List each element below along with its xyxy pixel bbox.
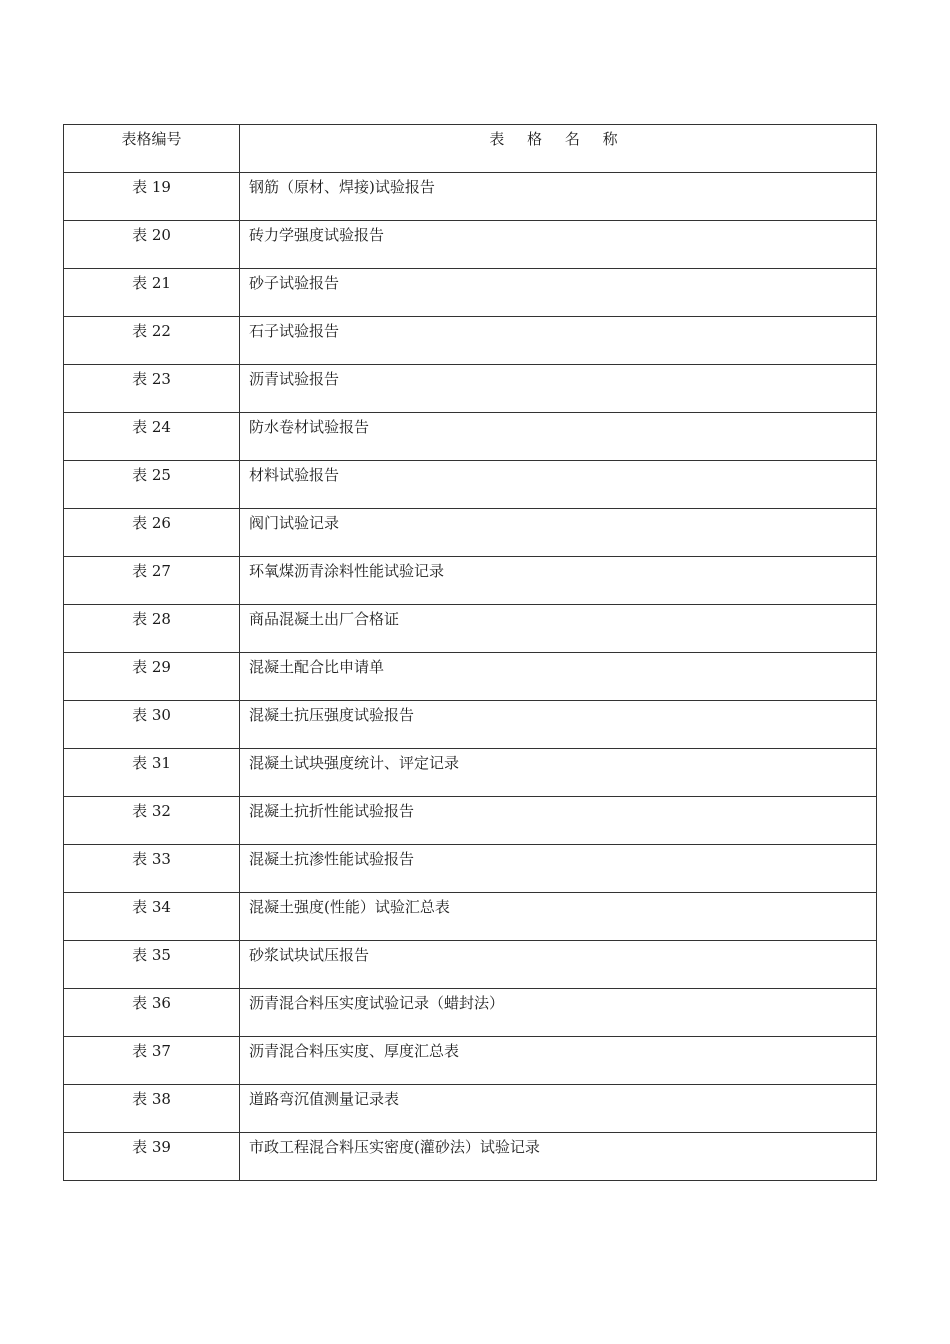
- form-code-cell: 表 28: [64, 605, 240, 653]
- form-code-cell: 表 35: [64, 941, 240, 989]
- table-row: [64, 509, 877, 557]
- form-code-cell: 表 19: [64, 173, 240, 221]
- form-code-cell: 表 22: [64, 317, 240, 365]
- table-row: [64, 221, 877, 269]
- header-form-code: 表格编号: [64, 125, 240, 173]
- table-row: [64, 365, 877, 413]
- form-code-cell: 表 27: [64, 557, 240, 605]
- form-name-cell: 市政工程混合料压实密度(灌砂法）试验记录: [240, 1133, 877, 1181]
- table-row: [64, 1085, 877, 1133]
- form-index-table: [63, 124, 877, 1181]
- form-name-cell: 混凝土强度(性能）试验汇总表: [240, 893, 877, 941]
- table-row: [64, 173, 877, 221]
- form-code-cell: 表 30: [64, 701, 240, 749]
- table-row: [64, 1037, 877, 1085]
- table-body: [64, 173, 877, 1181]
- form-code-cell: 表 26: [64, 509, 240, 557]
- form-code-cell: 表 38: [64, 1085, 240, 1133]
- table-row: [64, 941, 877, 989]
- table-row: [64, 893, 877, 941]
- table-row: [64, 653, 877, 701]
- table-row: [64, 413, 877, 461]
- form-name-cell: 砂浆试块试压报告: [240, 941, 877, 989]
- form-code-cell: 表 29: [64, 653, 240, 701]
- form-code-cell: 表 39: [64, 1133, 240, 1181]
- form-name-cell: 沥青混合料压实度试验记录（蜡封法）: [240, 989, 877, 1037]
- form-name-cell: 沥青试验报告: [240, 365, 877, 413]
- table-row: [64, 845, 877, 893]
- form-name-cell: 钢筋（原材、焊接)试验报告: [240, 173, 877, 221]
- table-row: [64, 605, 877, 653]
- form-code-cell: 表 33: [64, 845, 240, 893]
- table-row: [64, 557, 877, 605]
- form-name-cell: 沥青混合料压实度、厚度汇总表: [240, 1037, 877, 1085]
- table-row: [64, 269, 877, 317]
- form-code-cell: 表 31: [64, 749, 240, 797]
- form-code-cell: 表 21: [64, 269, 240, 317]
- table-row: [64, 1133, 877, 1181]
- form-name-cell: 混凝土抗折性能试验报告: [240, 797, 877, 845]
- form-code-cell: 表 25: [64, 461, 240, 509]
- table-row: [64, 461, 877, 509]
- form-name-cell: 道路弯沉值测量记录表: [240, 1085, 877, 1133]
- form-name-cell: 商品混凝土出厂合格证: [240, 605, 877, 653]
- form-name-cell: 混凝土试块强度统计、评定记录: [240, 749, 877, 797]
- table-row: [64, 317, 877, 365]
- form-code-cell: 表 37: [64, 1037, 240, 1085]
- form-name-cell: 环氧煤沥青涂料性能试验记录: [240, 557, 877, 605]
- form-name-cell: 阀门试验记录: [240, 509, 877, 557]
- form-code-cell: 表 36: [64, 989, 240, 1037]
- form-code-cell: 表 32: [64, 797, 240, 845]
- table-header-row: [64, 125, 877, 173]
- form-code-cell: 表 24: [64, 413, 240, 461]
- form-name-cell: 防水卷材试验报告: [240, 413, 877, 461]
- form-name-cell: 砖力学强度试验报告: [240, 221, 877, 269]
- form-code-cell: 表 20: [64, 221, 240, 269]
- form-name-cell: 混凝土抗压强度试验报告: [240, 701, 877, 749]
- form-name-cell: 混凝土抗渗性能试验报告: [240, 845, 877, 893]
- table-row: [64, 749, 877, 797]
- table-row: [64, 701, 877, 749]
- form-code-cell: 表 34: [64, 893, 240, 941]
- form-name-cell: 砂子试验报告: [240, 269, 877, 317]
- form-name-cell: 混凝土配合比申请单: [240, 653, 877, 701]
- table-row: [64, 797, 877, 845]
- table-row: [64, 989, 877, 1037]
- form-name-cell: 材料试验报告: [240, 461, 877, 509]
- form-code-cell: 表 23: [64, 365, 240, 413]
- header-form-name: 表 格 名 称: [240, 125, 877, 173]
- form-name-cell: 石子试验报告: [240, 317, 877, 365]
